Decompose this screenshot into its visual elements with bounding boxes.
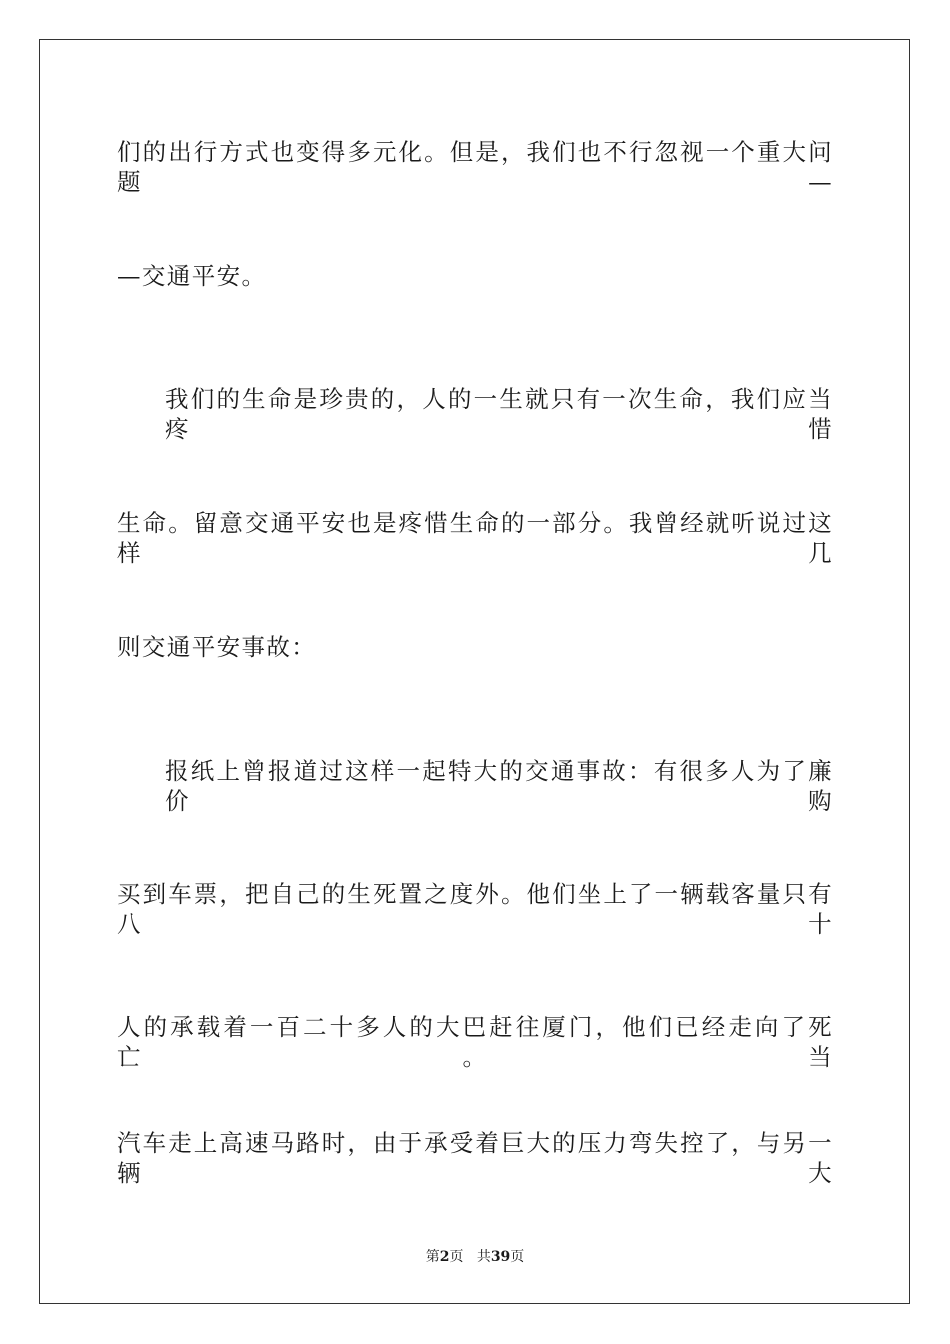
text-line: 我们的生命是珍贵的，人的一生就只有一次生命，我们应当疼惜 <box>165 385 833 443</box>
page-border <box>39 39 910 1304</box>
footer-total-prefix: 共 <box>476 1249 491 1265</box>
text-line: 报纸上曾报道过这样一起特大的交通事故：有很多人为了廉价购 <box>165 757 833 815</box>
current-page-number: 2 <box>439 1249 450 1265</box>
text-line: 则交通平安事故： <box>117 633 317 661</box>
text-line: 买到车票，把自己的生死置之度外。他们坐上了一辆载客量只有八十 <box>117 880 833 938</box>
page-footer <box>0 1248 950 1266</box>
footer-prefix: 第 <box>425 1249 440 1265</box>
footer-total-suffix: 页 <box>510 1249 525 1265</box>
text-line: 生命。留意交通平安也是疼惜生命的一部分。我曾经就听说过这样几 <box>117 509 833 567</box>
footer-page-suffix: 页 <box>449 1249 464 1265</box>
text-line: —交通平安。 <box>117 262 267 290</box>
text-line: 们的出行方式也变得多元化。但是，我们也不行忽视一个重大问题— <box>117 138 833 196</box>
text-line: 人的承载着一百二十多人的大巴赶往厦门，他们已经走向了死亡。当 <box>117 1013 833 1071</box>
text-line: 汽车走上高速马路时，由于承受着巨大的压力弯失控了，与另一辆大 <box>117 1129 833 1187</box>
total-pages-number: 39 <box>490 1249 511 1265</box>
